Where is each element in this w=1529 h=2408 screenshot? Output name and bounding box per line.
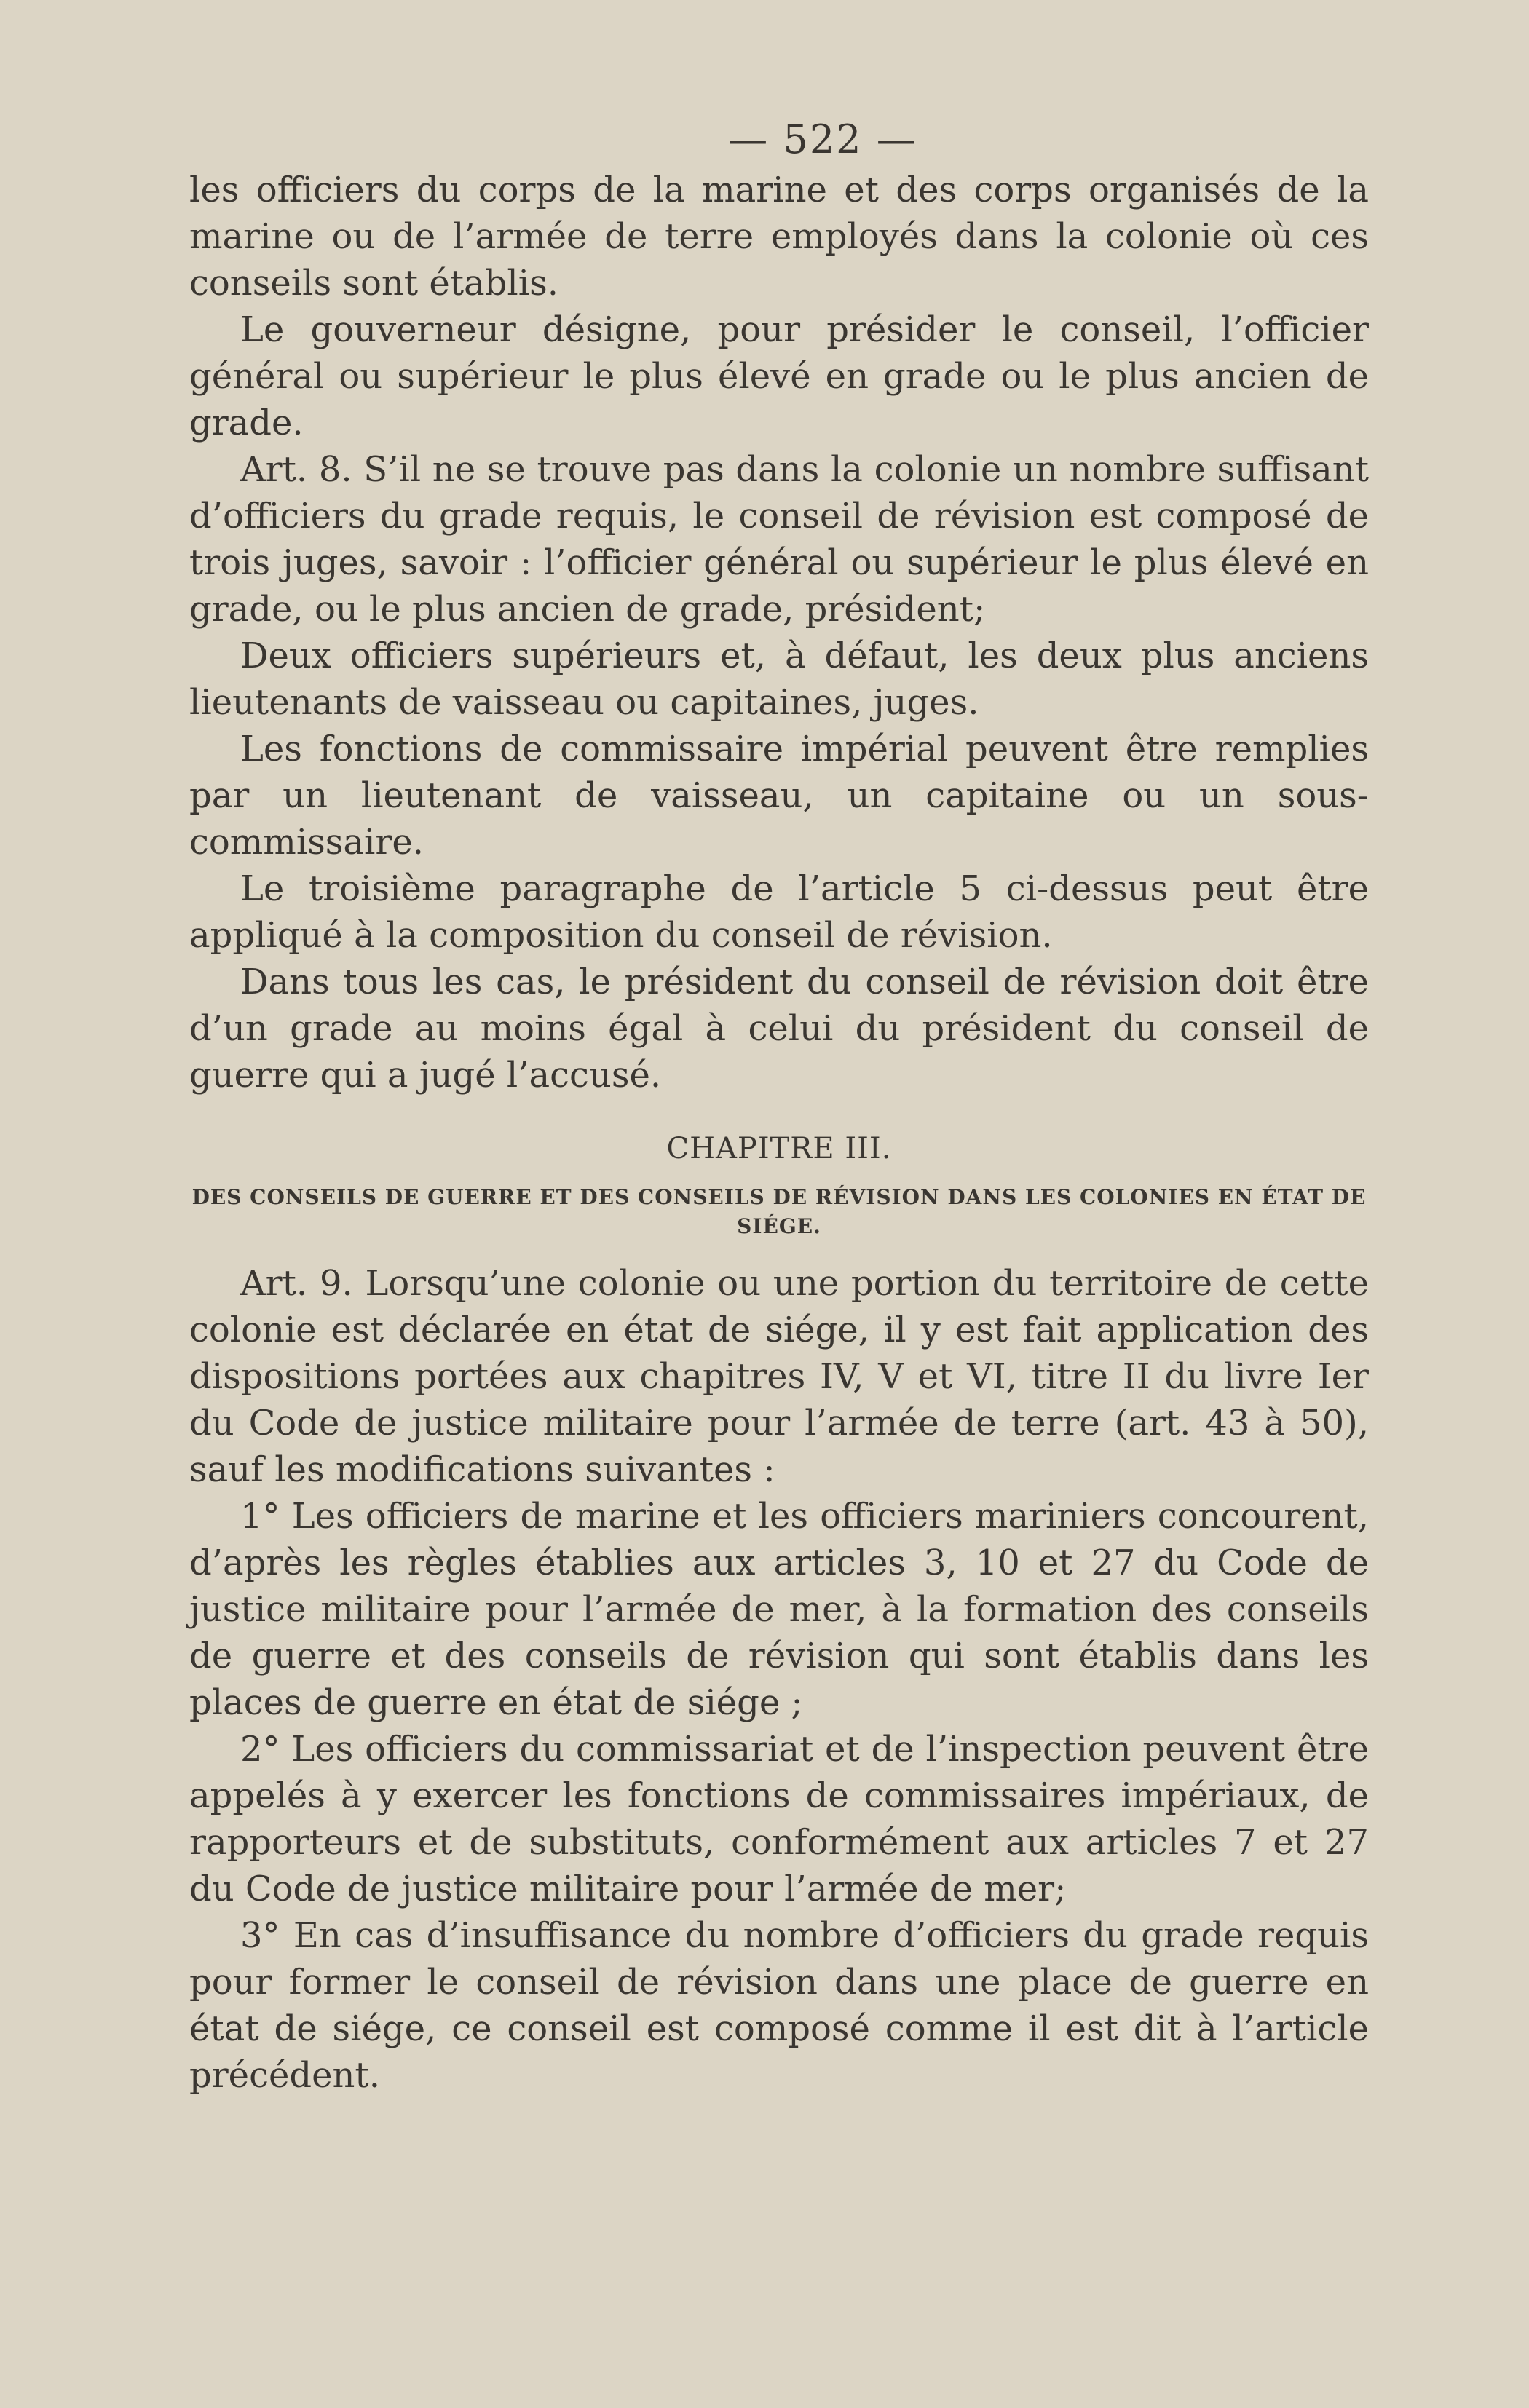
paragraph: 3° En cas d’insuffisance du nombre d’officiers du grade requis pour former le conseil de révision dans une place de guerre en état de siége, ce conseil est composé comme il est dit à l’article précédent.	[189, 1915, 1369, 2096]
paragraph: Les fonctions de commissaire impérial peuvent être remplies par un lieutenant de vaisseau, un capitaine ou un sous-commissaire.	[189, 729, 1369, 863]
paragraph: Dans tous les cas, le président du conseil de révision doit être d’un grade au moins égal à celui du président du conseil de guerre qui a jugé l’accusé.	[189, 962, 1369, 1096]
paragraph: 2° Les officiers du commissariat et de l’inspection peuvent être appelés à y exercer les fonctions de commissaires impériaux, de rapporteurs et de substituts, conformément aux articles 7 et 27 du Code de justice militaire pour l’armée de mer;	[189, 1729, 1369, 1909]
paragraph: Le troisième paragraphe de l’article 5 ci-dessus peut être appliqué à la composition du conseil de révision.	[189, 868, 1369, 956]
paragraph: Deux officiers supérieurs et, à défaut, les deux plus anciens lieutenants de vaisseau ou capitaines, juges.	[189, 635, 1369, 723]
chapter-subtitle: DES CONSEILS DE GUERRE ET DES CONSEILS DE RÉVISION DANS LES COLONIES EN ÉTAT DE SIÉGE.	[191, 1185, 1367, 1238]
chapter-title: CHAPITRE III.	[666, 1132, 892, 1165]
top-section	[189, 167, 1369, 1098]
page-number: — 522 —	[728, 116, 917, 162]
document-page	[189, 116, 1369, 2099]
paragraph: Le gouverneur désigne, pour présider le conseil, l’officier général ou supérieur le plus élevé en grade ou le plus ancien de grade.	[189, 309, 1369, 443]
article-8-paragraph: Art. 8. S’il ne se trouve pas dans la colonie un nombre suffisant d’officiers du grade requis, le conseil de révision est composé de trois juges, savoir : l’officier général ou supérieur le plus élevé en grade, ou le plus ancien de grade, président;	[189, 449, 1369, 630]
paragraph: 1° Les officiers de marine et les officiers mariniers concourent, d’après les règles établies aux articles 3, 10 et 27 du Code de justice militaire pour l’armée de mer, à la formation des conseils de guerre et des conseils de révision qui sont établis dans les places de guerre en état de siége ;	[189, 1496, 1369, 1723]
bottom-section	[189, 1260, 1369, 2099]
paragraph: les officiers du corps de la marine et des corps organisés de la marine ou de l’armée de terre employés dans la colonie où ces conseils sont établis.	[189, 170, 1369, 304]
article-9-paragraph: Art. 9. Lorsqu’une colonie ou une portion du territoire de cette colonie est déclarée en état de siége, il y est fait application des dispositions portées aux chapitres IV, V et VI, titre II du livre Ier du Code de justice militaire pour l’armée de terre (art. 43 à 50), sauf les modifications suivantes :	[189, 1263, 1369, 1490]
